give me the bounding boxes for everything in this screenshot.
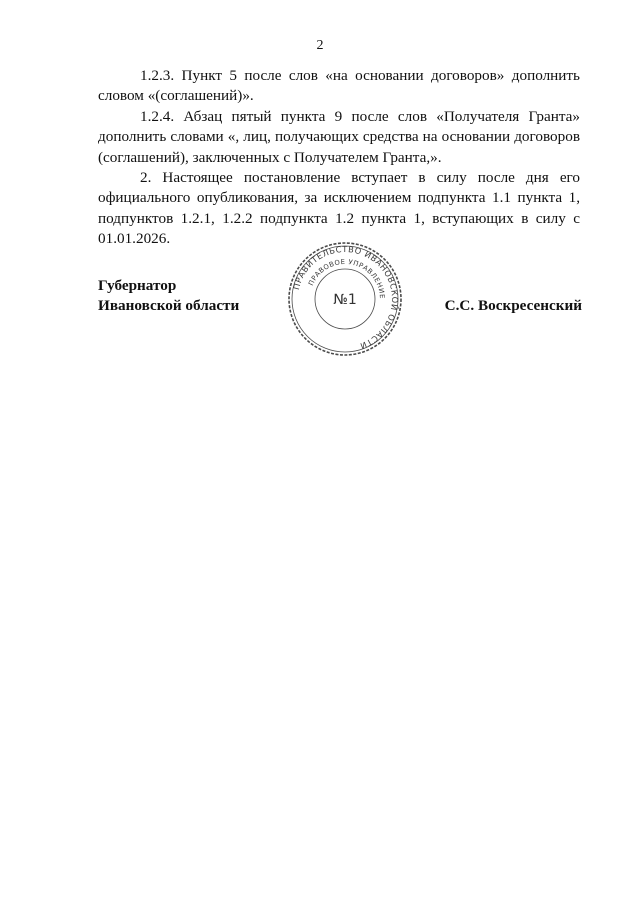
signatory-title-line1: Губернатор [98,277,177,294]
seal-inner-text: ПРАВОВОЕ УПРАВЛЕНИЕ [306,257,387,300]
paragraph-1-2-4: 1.2.4. Абзац пятый пункта 9 после слов «Получателя Гранта» дополнить словами «, лиц, получающих средства на основании договоров (соглашений), заключенных с Получателем Гранта,». [98,107,580,166]
signatory-title [98,276,239,316]
seal-number: №1 [333,292,357,308]
paragraph-1-2-3: 1.2.3. Пункт 5 после слов «на основании договоров» дополнить словом «(соглашений)». [98,67,580,105]
page-number: 2 [316,38,324,53]
document-body [98,66,580,250]
official-seal [286,240,404,358]
signatory-title-line2: Ивановской области [98,297,240,314]
signatory-name: С.С. Воскресенский [444,297,582,314]
paragraph-2: 2. Настоящее постановление вступает в силу после дня его официального опубликования, за исключением подпункта 1.1 пункта 1, подпунктов 1.2.1, 1.2.2 подпункта 1.2 пункта 1, вступающих в силу с 01.01.2026. [98,169,580,248]
seal-outer-text: ПРАВИТЕЛЬСТВО ИВАНОВСКОЙ ОБЛАСТИ [290,243,401,352]
